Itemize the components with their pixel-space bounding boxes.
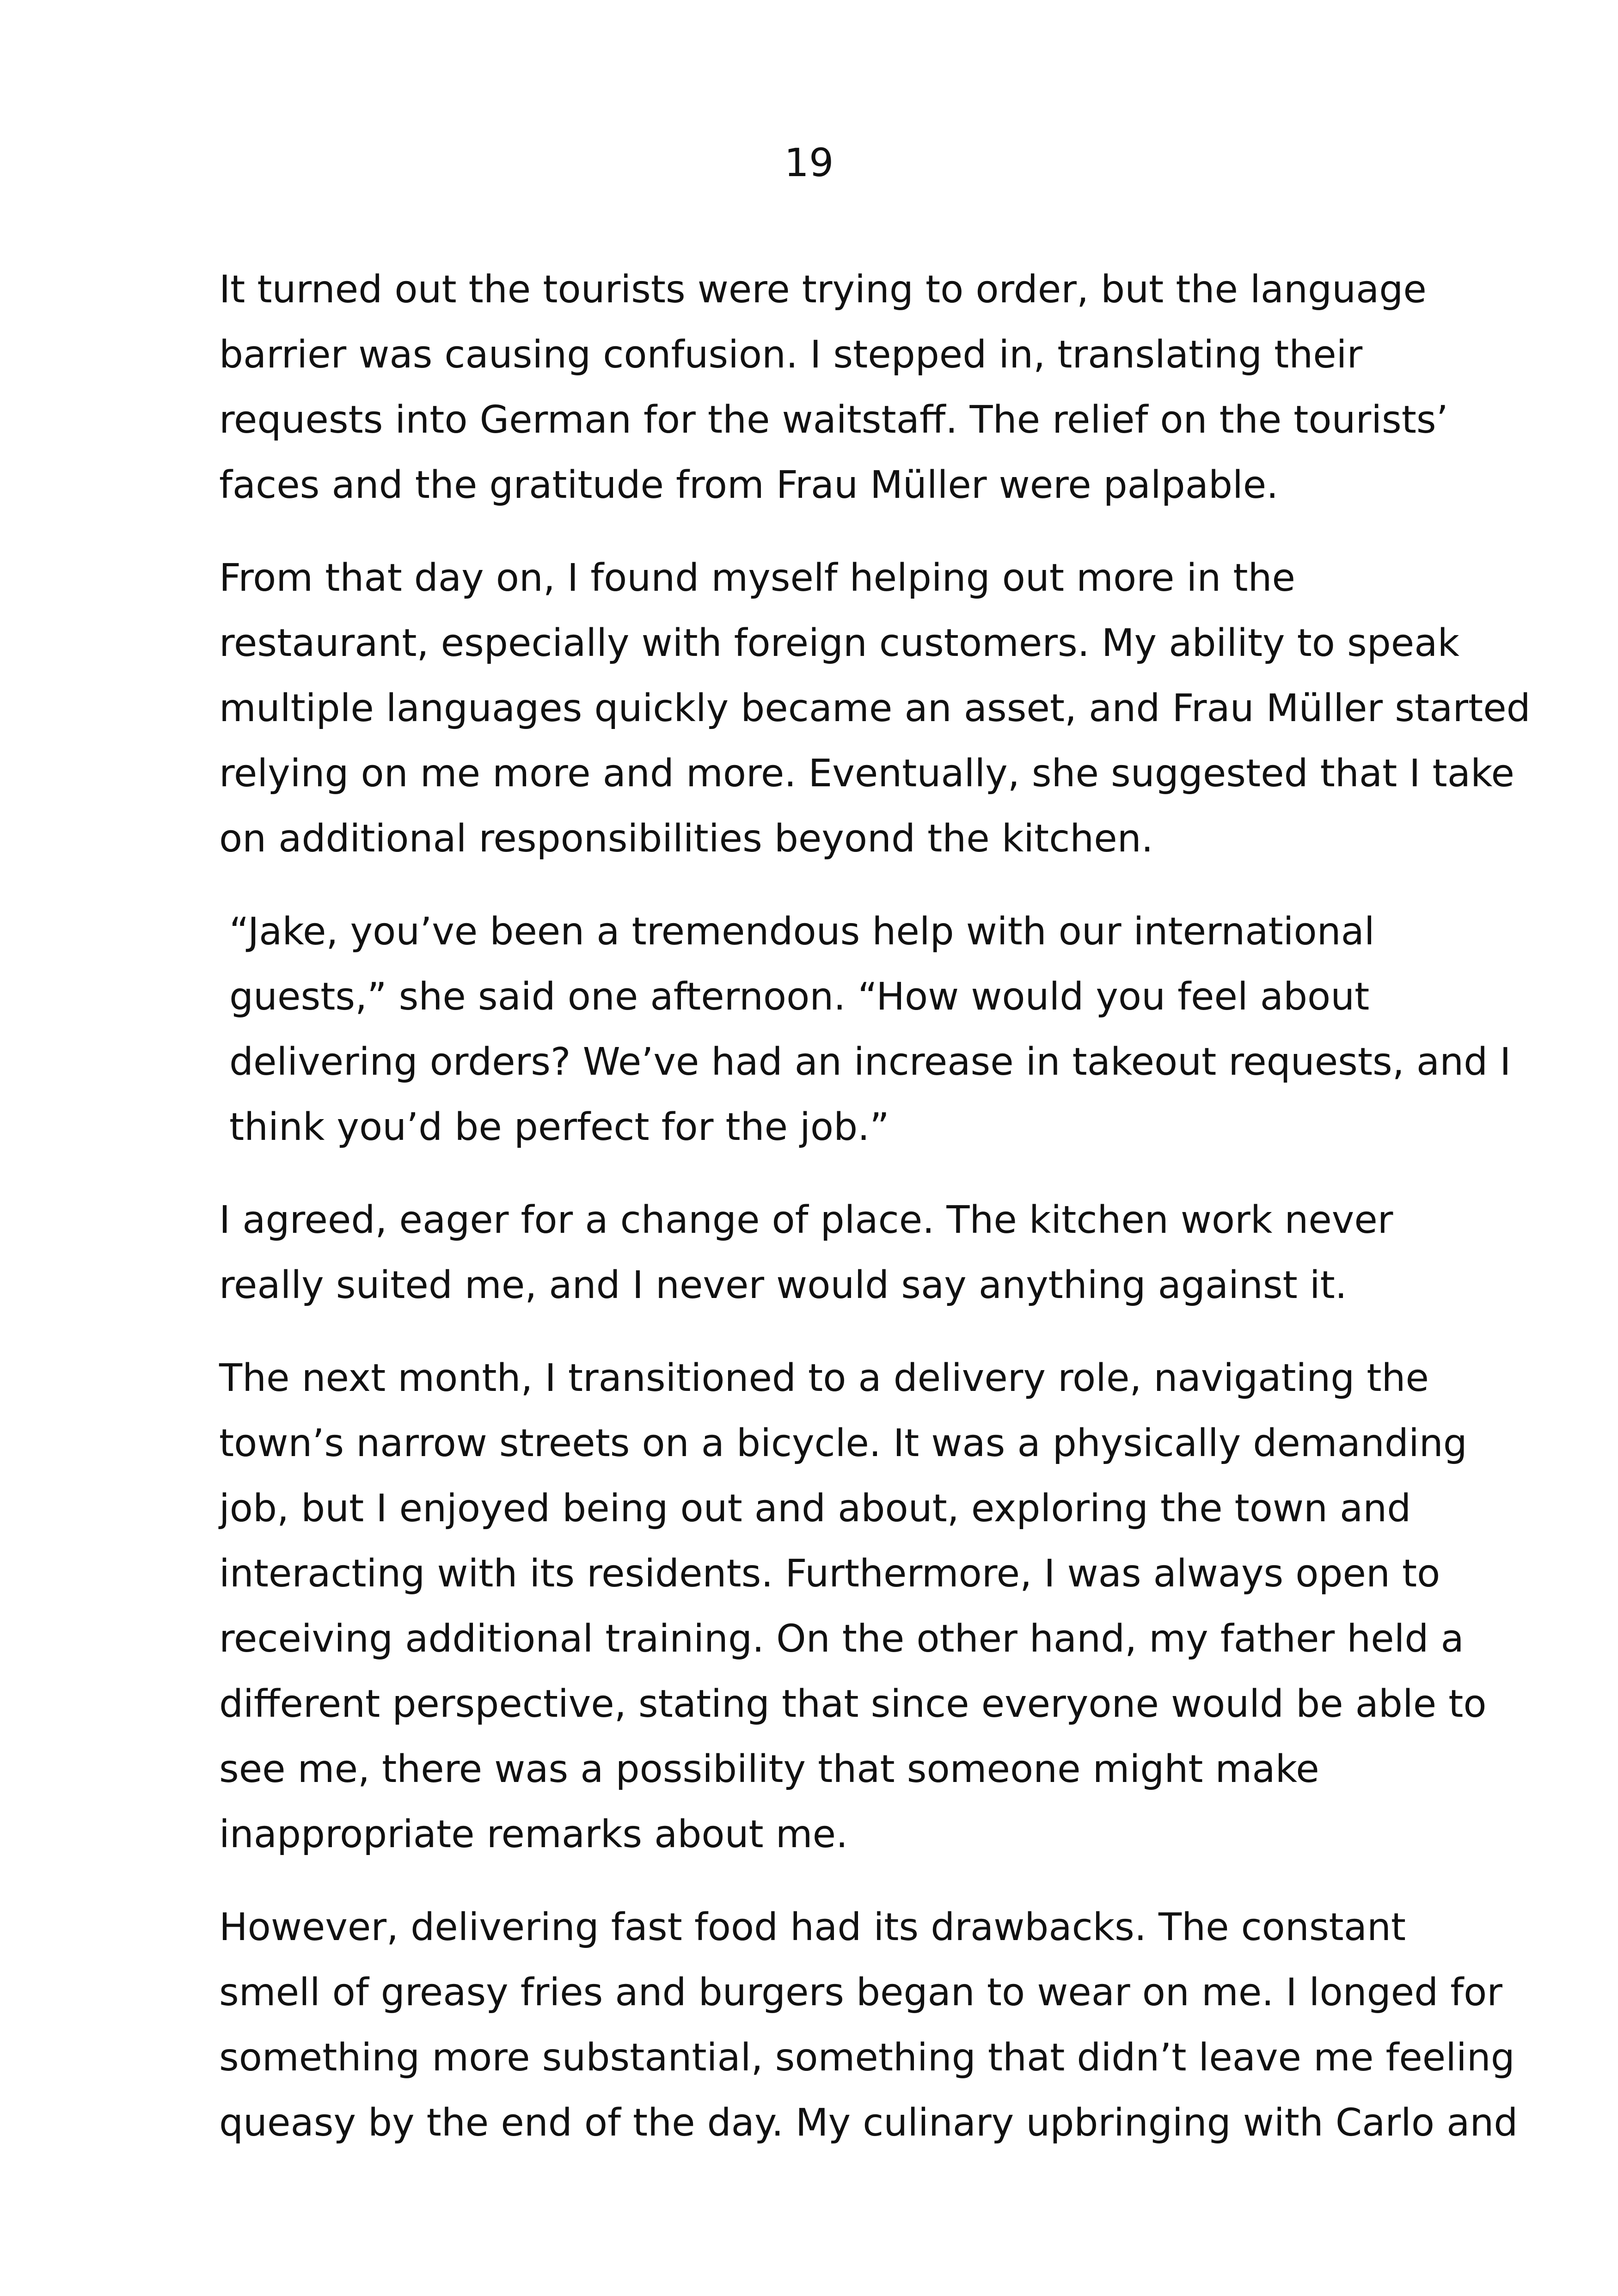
paragraph-helping-out xyxy=(165,545,1531,871)
text-line: I agreed, eager for a change of place. The kitchen work never xyxy=(219,1198,1393,1242)
paragraph-tourists-order xyxy=(165,257,1464,518)
text-line: see me, there was a possibility that someone might make xyxy=(219,1747,1319,1791)
text-line: on additional responsibilities beyond the kitchen. xyxy=(219,817,1153,861)
paragraph-delivery-role xyxy=(165,1346,1487,1867)
text-line: queasy by the end of the day. My culinary upbringing with Carlo and xyxy=(219,2101,1518,2145)
text-line: town’s narrow streets on a bicycle. It was a physically demanding xyxy=(219,1421,1467,1465)
text-line: restaurant, especially with foreign customers. My ability to speak xyxy=(219,621,1459,665)
text-line: inappropriate remarks about me. xyxy=(219,1812,848,1856)
text-line: relying on me more and more. Eventually, she suggested that I take xyxy=(219,752,1514,796)
body-text xyxy=(165,257,1531,2183)
page-number: 19 xyxy=(784,140,834,185)
text-line: However, delivering fast food had its drawbacks. The constant xyxy=(219,1905,1406,1949)
text-line: requests into German for the waitstaff. The relief on the tourists’ xyxy=(219,398,1448,442)
text-line: From that day on, I found myself helping out more in the xyxy=(219,556,1295,600)
paragraph-agreed xyxy=(165,1188,1464,1318)
text-line: interacting with its residents. Furthermore, I was always open to xyxy=(219,1552,1440,1596)
text-line: guests,” she said one afternoon. “How would you feel about xyxy=(229,975,1370,1019)
text-line: multiple languages quickly became an asset, and Frau Müller started xyxy=(219,686,1531,730)
text-line: receiving additional training. On the other hand, my father held a xyxy=(219,1617,1464,1661)
paragraph-dialogue xyxy=(165,899,1511,1160)
text-line: The next month, I transitioned to a delivery role, navigating the xyxy=(219,1356,1429,1400)
paragraph-drawbacks xyxy=(165,1895,1518,2155)
text-line: different perspective, stating that since everyone would be able to xyxy=(219,1682,1487,1726)
text-line: really suited me, and I never would say anything against it. xyxy=(219,1263,1347,1307)
text-line: faces and the gratitude from Frau Müller were palpable. xyxy=(219,463,1279,507)
text-line: smell of greasy fries and burgers began to wear on me. I longed for xyxy=(219,1971,1502,2014)
text-line: delivering orders? We’ve had an increase in takeout requests, and I xyxy=(229,1040,1511,1084)
text-line: barrier was causing confusion. I stepped in, translating their xyxy=(219,333,1363,377)
text-line: something more substantial, something that didn’t leave me feeling xyxy=(219,2036,1515,2080)
text-line: job, but I enjoyed being out and about, exploring the town and xyxy=(219,1487,1411,1531)
text-line: think you’d be perfect for the job.” xyxy=(229,1105,889,1149)
text-line: It turned out the tourists were trying to order, but the language xyxy=(219,268,1427,312)
text-line: “Jake, you’ve been a tremendous help with our international xyxy=(229,910,1375,954)
